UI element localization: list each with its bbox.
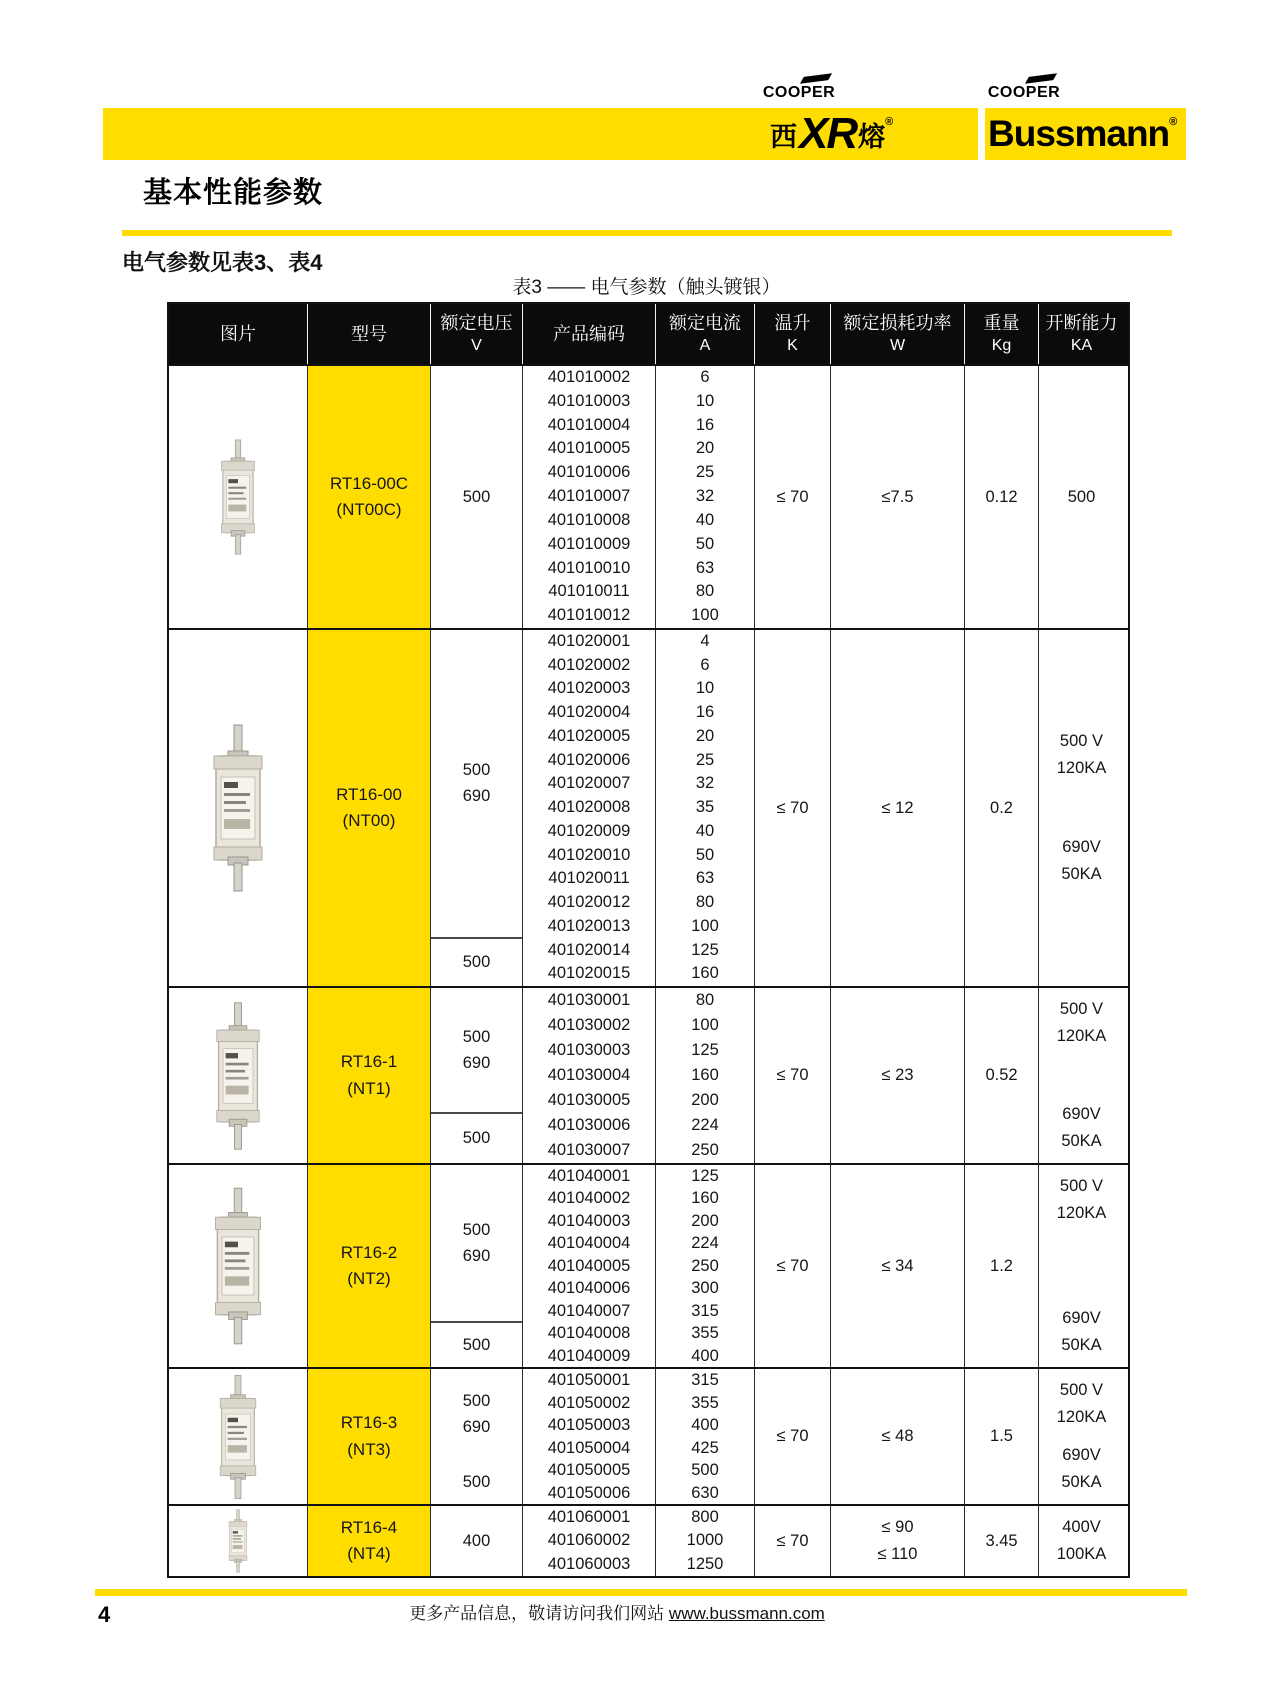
product-code: 401020001 [547,632,631,650]
temp-rise-cell: ≤ 70 [755,1369,831,1504]
temp-rise-cell: ≤ 70 [755,366,831,628]
current-value: 100 [691,916,719,935]
product-code: 401040001 [547,1167,631,1186]
model-alt-name: (NT1) [347,1078,391,1098]
model-name: RT16-1 [340,1052,398,1072]
product-code: 401050002 [547,1393,631,1412]
product-code: 401010012 [547,606,631,625]
product-code: 401020015 [547,964,631,983]
breaking-capacity-value: 400V [1062,1518,1101,1536]
current-value: 200 [691,1091,719,1109]
current-value: 63 [695,869,715,888]
product-code: 401040002 [547,1189,631,1208]
fuse-image [208,1167,268,1365]
breaking-capacity-block [1068,484,1096,511]
voltage-group [431,1165,522,1321]
voltage-value: 500 [462,488,491,506]
current-value: 125 [691,1041,719,1059]
table-body [169,364,1128,1576]
table-row [169,1163,1128,1367]
product-code: 401050003 [547,1416,631,1434]
current-value: 315 [691,1371,719,1389]
column-header-unit: KA [1070,337,1093,355]
model-cell [308,1506,431,1576]
product-photo [169,988,308,1163]
weight-cell: 0.52 [965,988,1039,1163]
cooper-logo-text: COOPER [762,84,836,101]
power-loss-cell [831,1165,965,1367]
voltage-value: 500 [462,1129,491,1148]
rated-voltage-cell [431,988,523,1163]
table-row [169,1367,1128,1504]
product-code: 401060001 [547,1508,631,1526]
rated-current-cell [656,630,755,986]
column-header-label: 重量 [983,313,1020,334]
voltage-value: 500 [462,1335,491,1354]
product-code: 401060002 [547,1531,631,1550]
model-cell [308,988,431,1163]
breaking-capacity-cell [1039,1506,1124,1576]
current-value: 1000 [686,1531,724,1550]
product-code: 401050001 [547,1371,631,1389]
model-cell [308,1369,431,1504]
product-code: 401060003 [547,1554,631,1573]
current-value: 32 [695,774,715,793]
product-code: 401010006 [547,463,631,482]
weight-cell: 0.2 [965,630,1039,986]
model-cell [308,1165,431,1367]
xr-logo-xi: 西 [770,121,797,152]
power-loss-value: ≤7.5 [881,487,914,506]
current-value: 16 [695,703,715,722]
cooper-logo-text: COOPER [987,84,1061,101]
current-value: 6 [700,368,710,387]
page-subtitle: 电气参数见表3、表4 [122,250,323,275]
product-code: 401050004 [547,1438,631,1457]
current-value: 80 [695,893,715,912]
current-value: 10 [695,679,715,698]
current-value: 25 [695,750,715,769]
column-header-label: 温升 [774,313,811,334]
rated-voltage-cell [431,366,523,628]
power-loss-cell [831,630,965,986]
column-header-unit: K [787,337,798,355]
current-value: 50 [695,845,715,864]
product-code: 401040008 [547,1324,631,1343]
breaking-capacity-value: 50KA [1061,1473,1102,1491]
current-value: 25 [695,463,715,482]
breaking-capacity-value: 120KA [1056,1204,1107,1222]
current-value: 100 [691,606,719,625]
bussmann-logo [988,108,1176,160]
breaking-capacity-cell [1039,988,1124,1163]
product-code: 401030005 [547,1091,631,1109]
product-code: 401030007 [547,1141,631,1159]
product-code: 401030003 [547,1041,631,1059]
breaking-capacity-block [1061,1101,1101,1155]
breaking-capacity-cell [1039,630,1124,986]
current-value: 100 [691,1016,719,1034]
product-code: 401040006 [547,1279,631,1298]
fuse-image [211,1374,265,1500]
current-value: 800 [691,1508,719,1526]
fuse-image [206,708,270,908]
current-value: 400 [691,1416,719,1434]
table-row [169,986,1128,1163]
page-title: 基本性能参数 [143,177,324,209]
breaking-capacity-value: 690V [1062,1105,1101,1123]
column-header [308,304,431,364]
voltage-value: 500 [462,761,491,780]
product-photo [169,1165,308,1367]
rated-voltage-cell [431,1506,523,1576]
breaking-capacity-value: 690V [1062,838,1101,856]
breaking-capacity-value: 500 [1067,487,1096,506]
rated-current-cell [656,366,755,628]
model-cell [308,630,431,986]
current-value: 500 [691,1461,719,1479]
breaking-capacity-block [1057,1514,1107,1568]
voltage-value: 690 [462,1418,491,1436]
product-code: 401010005 [547,439,631,458]
power-loss-cell [831,366,965,628]
column-header-label: 产品编码 [553,323,625,344]
breaking-capacity-value: 120KA [1056,1408,1107,1426]
voltage-group [431,1112,522,1163]
product-code: 401010004 [547,415,631,434]
product-code: 401020011 [548,869,630,888]
voltage-group [431,366,522,628]
current-value: 160 [691,964,719,983]
footer-website-link[interactable]: www.bussmann.com [668,1604,825,1623]
breaking-capacity-block [1061,1305,1101,1359]
footer-divider [95,1589,1187,1596]
table-header-row [169,304,1128,364]
column-header [431,304,523,364]
model-alt-name: (NT00) [342,811,396,830]
current-value: 160 [691,1189,719,1208]
voltage-value: 500 [462,1472,491,1491]
model-name: RT16-2 [340,1242,398,1262]
temp-rise-cell: ≤ 70 [755,1165,831,1367]
power-loss-value: ≤ 48 [881,1427,914,1445]
product-code: 401020002 [547,655,631,674]
current-value: 400 [691,1346,719,1365]
current-value: 200 [691,1211,719,1230]
breaking-capacity-value: 50KA [1061,865,1102,883]
parameters-table [167,302,1130,1578]
breaking-capacity-cell [1039,366,1124,628]
breaking-capacity-block [1057,996,1107,1050]
current-value: 315 [691,1301,719,1320]
breaking-capacity-value: 50KA [1061,1132,1102,1150]
current-value: 35 [695,798,715,817]
product-code: 401040009 [547,1346,631,1365]
product-code: 401040003 [547,1211,631,1230]
product-code: 401020010 [547,845,631,864]
model-name: RT16-3 [340,1413,398,1433]
voltage-value: 500 [462,953,491,972]
registered-mark-icon: ® [1169,116,1177,128]
current-value: 250 [691,1256,719,1275]
table-row [169,628,1128,986]
temp-rise-cell: ≤ 70 [755,988,831,1163]
breaking-capacity-value: 690V [1062,1309,1101,1327]
breaking-capacity-value: 120KA [1056,1027,1107,1045]
bussmann-logo-text: Bussmann [988,113,1170,154]
product-code-cell [523,1165,656,1367]
rated-voltage-cell [431,1369,523,1504]
current-value: 80 [695,991,715,1009]
weight-cell: 3.45 [965,1506,1039,1576]
product-code: 401010007 [547,487,631,506]
voltage-group [431,1321,522,1367]
current-value: 1250 [686,1554,724,1573]
footer-note-text: 更多产品信息，敬请访问我们网站 [409,1604,669,1623]
breaking-capacity-value: 690V [1062,1446,1101,1464]
column-header-unit: V [471,337,482,355]
breaking-capacity-block [1057,1377,1107,1431]
breaking-capacity-cell [1039,1165,1124,1367]
product-code: 401010010 [547,558,631,577]
column-header [831,304,965,364]
rated-current-cell [656,1165,755,1367]
voltage-value: 690 [462,1246,491,1265]
voltage-value: 690 [462,1053,491,1072]
product-code: 401050006 [547,1483,631,1502]
current-value: 32 [695,487,715,506]
product-code: 401010011 [548,582,630,601]
cooper-logo-bussmann [982,84,1066,102]
rated-current-cell [656,1506,755,1576]
xr-rong-logo [770,108,893,160]
model-name: RT16-00 [336,784,402,804]
current-value: 630 [691,1483,719,1502]
product-code: 401020007 [547,774,631,793]
product-code: 401020012 [547,893,631,912]
power-loss-cell [831,988,965,1163]
product-code: 401030002 [547,1016,631,1034]
current-value: 4 [700,632,710,650]
breaking-capacity-value: 500 V [1059,732,1104,750]
temp-rise-cell: ≤ 70 [755,1506,831,1576]
fuse-image [209,1001,267,1151]
power-loss-value: ≤ 34 [881,1256,914,1275]
breaking-capacity-value: 50KA [1061,1336,1102,1354]
column-header-label: 图片 [220,323,256,344]
column-header-label: 型号 [351,323,387,344]
voltage-value: 500 [462,1027,491,1046]
column-header [965,304,1039,364]
voltage-value: 500 [462,1392,491,1410]
current-value: 355 [691,1393,719,1412]
column-header-label: 开断能力 [1045,313,1118,334]
power-loss-value: ≤ 90 [881,1518,914,1536]
voltage-group [431,1369,522,1459]
current-value: 40 [695,510,715,529]
current-value: 160 [691,1066,719,1084]
power-loss-cell [831,1369,965,1504]
product-code: 401020009 [547,821,631,840]
column-header-label: 额定电流 [669,313,741,334]
product-photo [169,366,308,628]
breaking-capacity-value: 500 V [1059,1381,1104,1399]
current-value: 224 [691,1116,719,1134]
table-caption: 表3 —— 电气参数（触头镀银） [512,277,781,298]
power-loss-value: ≤ 12 [881,798,914,817]
column-header-label: 额定损耗功率 [843,313,952,334]
breaking-capacity-block [1057,1173,1107,1227]
temp-rise-cell: ≤ 70 [755,630,831,986]
xr-logo-xr: XR [799,109,857,158]
rated-current-cell [656,988,755,1163]
current-value: 425 [691,1438,719,1457]
product-code-cell [523,988,656,1163]
xr-logo-rong: 熔 [858,121,886,152]
voltage-value: 500 [462,1220,491,1239]
current-value: 224 [691,1234,719,1253]
breaking-capacity-value: 120KA [1056,759,1107,777]
current-value: 125 [691,1167,719,1186]
voltage-group [431,1506,522,1576]
product-code: 401020008 [547,798,631,817]
current-value: 355 [691,1324,719,1343]
current-value: 16 [695,415,715,434]
registered-mark-icon: ® [885,116,894,128]
current-value: 80 [695,582,715,601]
voltage-value: 690 [462,787,491,806]
product-code: 401030006 [547,1116,631,1134]
product-code: 401010002 [547,368,631,387]
current-value: 300 [691,1279,719,1298]
fuse-image [218,1509,258,1573]
weight-cell: 1.5 [965,1369,1039,1504]
column-header [1039,304,1124,364]
voltage-group [431,630,522,937]
product-code: 401010009 [547,534,631,553]
product-code-cell [523,630,656,986]
product-code-cell [523,1506,656,1576]
breaking-capacity-block [1057,728,1107,782]
product-code: 401010003 [547,391,631,410]
product-code: 401020014 [547,940,631,959]
rated-current-cell [656,1369,755,1504]
column-header-label: 额定电压 [440,313,513,334]
title-divider [122,230,1172,236]
voltage-group [431,937,522,986]
column-header [656,304,755,364]
product-code: 401020013 [547,916,631,935]
product-code: 401020006 [547,750,631,769]
product-code: 401040004 [547,1234,631,1253]
product-code-cell [523,366,656,628]
footer-note [167,1599,1067,1624]
page-number: 4 [98,1602,111,1627]
column-header [755,304,831,364]
current-value: 125 [691,940,719,959]
model-alt-name: (NT2) [347,1269,391,1288]
product-code: 401040005 [547,1256,631,1275]
product-code: 401010008 [547,510,631,529]
table-row [169,364,1128,628]
weight-cell: 1.2 [965,1165,1039,1367]
product-code: 401030001 [547,991,631,1009]
current-value: 50 [695,534,715,553]
rated-voltage-cell [431,1165,523,1367]
breaking-capacity-value: 100KA [1056,1545,1107,1563]
breaking-capacity-cell [1039,1369,1124,1504]
breaking-capacity-block [1061,834,1101,888]
breaking-capacity-value: 500 V [1059,1000,1104,1018]
breaking-capacity-value: 500 V [1059,1177,1104,1195]
product-code: 401020003 [547,679,631,698]
column-header-unit: A [699,337,711,355]
power-loss-value: ≤ 110 [877,1545,918,1563]
weight-cell: 0.12 [965,366,1039,628]
current-value: 20 [695,726,715,745]
column-header [523,304,656,364]
product-code: 401050005 [547,1461,631,1479]
model-name: RT16-00C [329,473,409,493]
voltage-value: 400 [462,1532,491,1550]
voltage-group [431,1459,522,1504]
model-alt-name: (NT3) [347,1439,391,1459]
current-value: 63 [695,558,715,577]
column-header-unit: W [889,337,906,355]
power-loss-cell [831,1506,965,1576]
product-code: 401020005 [547,726,631,745]
model-alt-name: (NT00C) [336,500,402,519]
table-row [169,1504,1128,1576]
model-name: RT16-4 [340,1517,398,1537]
rated-voltage-cell [431,630,523,986]
product-photo [169,1506,308,1576]
product-code-cell [523,1369,656,1504]
column-header [169,304,308,364]
model-alt-name: (NT4) [347,1544,391,1563]
product-code: 401020004 [547,703,631,722]
current-value: 250 [691,1141,719,1159]
voltage-group [431,988,522,1112]
model-cell [308,366,431,628]
column-header-unit: Kg [991,337,1012,355]
cooper-logo-xr [757,84,841,102]
current-value: 10 [695,391,715,410]
current-value: 6 [700,655,710,674]
product-photo [169,1369,308,1504]
breaking-capacity-block [1061,1442,1101,1496]
product-code: 401030004 [547,1066,631,1084]
product-code: 401040007 [547,1301,631,1320]
current-value: 20 [695,439,715,458]
power-loss-value: ≤ 23 [881,1066,914,1084]
fuse-image [216,422,260,572]
product-photo [169,630,308,986]
current-value: 40 [695,821,715,840]
